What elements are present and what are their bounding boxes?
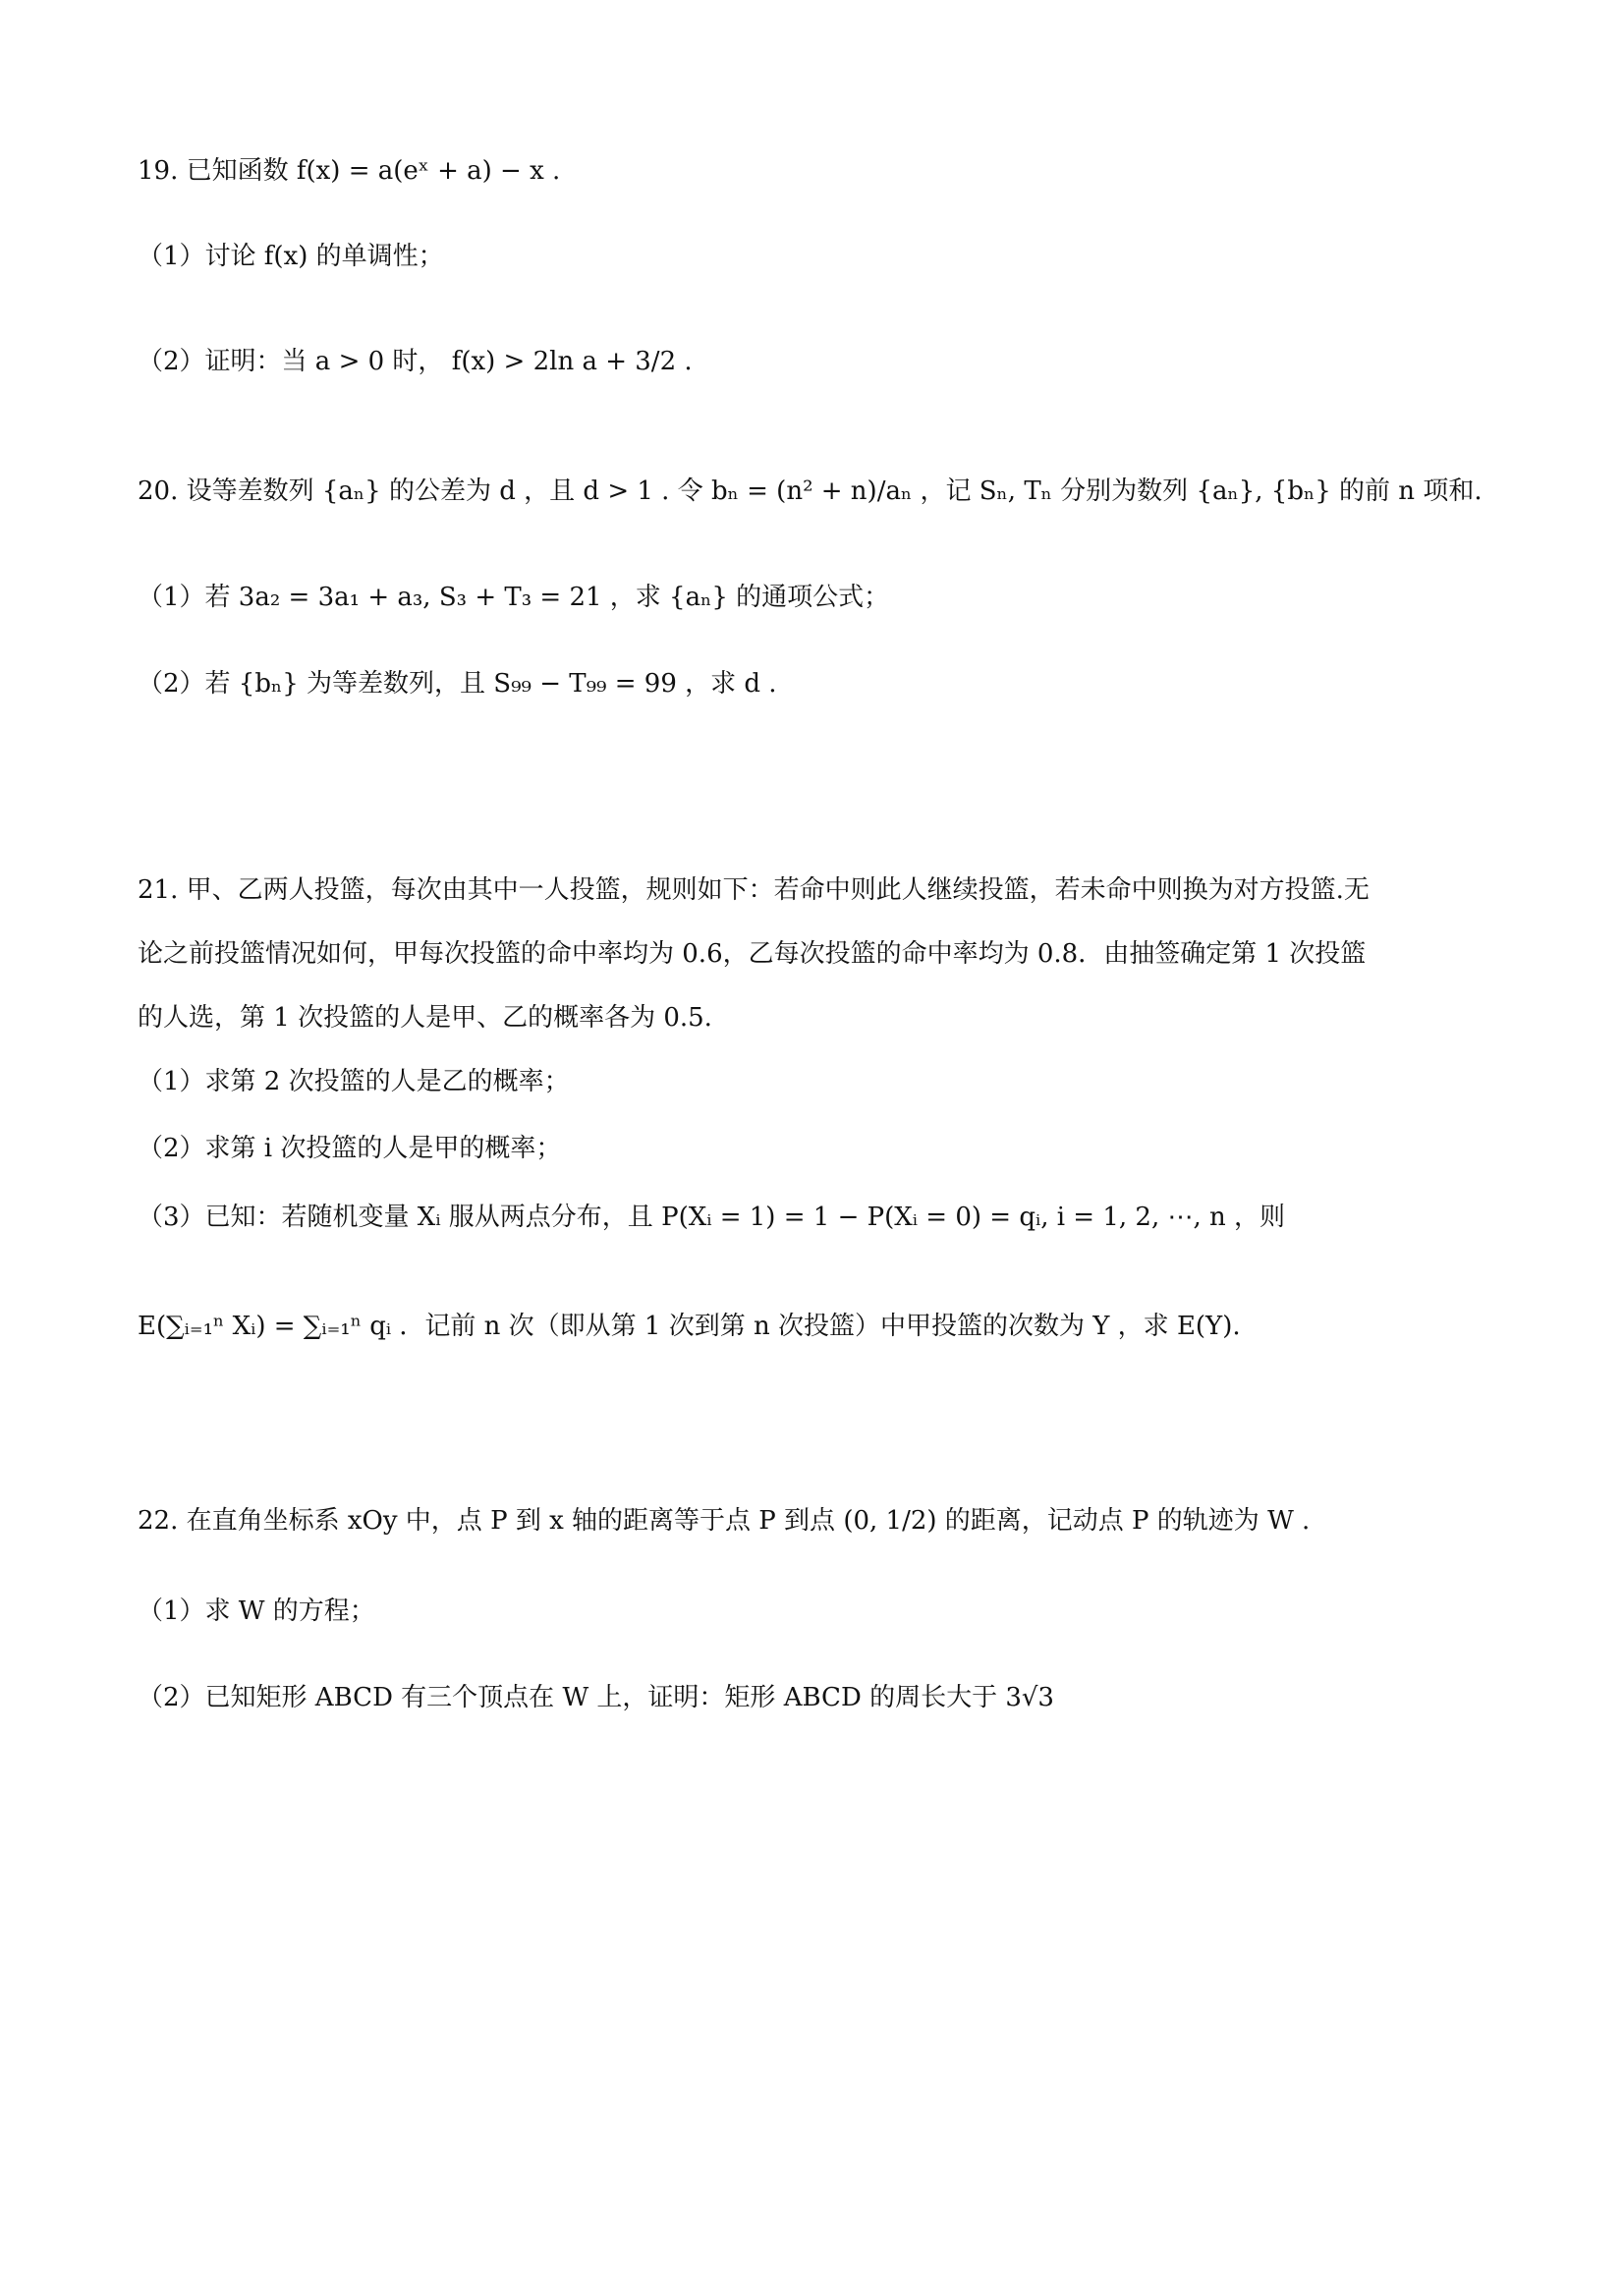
q20-part2: （2）若 {bₙ} 为等差数列，且 S₉₉ − T₉₉ = 99 ，求 d . xyxy=(138,669,777,699)
q21-part3: （3）已知：若随机变量 Xᵢ 服从两点分布，且 P(Xᵢ = 1) = 1 − P(Xᵢ = 0) = qᵢ, i = 1, 2, ⋯, n ，则 xyxy=(138,1203,1286,1232)
q21-stem-3: 的人选，第 1 次投篮的人是甲、乙的概率各为 0.5. xyxy=(138,1003,712,1033)
q21-stem-1: 21. 甲、乙两人投篮，每次由其中一人投篮，规则如下：若命中则此人继续投篮，若未命中则换为对方投篮.无 xyxy=(138,875,1370,905)
q19-stem: 19. 已知函数 f(x) = a(eˣ + a) − x . xyxy=(138,156,561,186)
q21-stem-2: 论之前投篮情况如何，甲每次投篮的命中率均为 0.6，乙每次投篮的命中率均为 0.8．由抽签确定第 1 次投篮 xyxy=(138,939,1367,969)
q21-part1: （1）求第 2 次投篮的人是乙的概率； xyxy=(138,1067,570,1096)
q22-part2: （2）已知矩形 ABCD 有三个顶点在 W 上，证明：矩形 ABCD 的周长大于 3√3 xyxy=(138,1683,1054,1712)
q22-part1: （1）求 W 的方程； xyxy=(138,1596,375,1626)
q19-part1: （1）讨论 f(x) 的单调性； xyxy=(138,242,444,271)
q21-part3-formula: E(∑ᵢ₌₁ⁿ Xᵢ) = ∑ᵢ₌₁ⁿ qᵢ ．记前 n 次（即从第 1 次到第 n 次投篮）中甲投篮的次数为 Y ，求 E(Y). xyxy=(138,1312,1241,1341)
q19-part2: （2）证明：当 a > 0 时， f(x) > 2ln a + 3/2 . xyxy=(138,347,693,376)
q20-part1: （1）若 3a₂ = 3a₁ + a₃, S₃ + T₃ = 21 ，求 {aₙ} 的通项公式； xyxy=(138,583,890,612)
q21-part2: （2）求第 i 次投篮的人是甲的概率； xyxy=(138,1134,562,1163)
q20-stem: 20. 设等差数列 {aₙ} 的公差为 d ，且 d > 1 . 令 bₙ = (n² + n)/aₙ ，记 Sₙ, Tₙ 分别为数列 {aₙ}, {bₙ} 的前 n 项和. xyxy=(138,476,1483,506)
q22-stem: 22. 在直角坐标系 xOy 中，点 P 到 x 轴的距离等于点 P 到点 (0, 1/2) 的距离，记动点 P 的轨迹为 W . xyxy=(138,1506,1311,1536)
